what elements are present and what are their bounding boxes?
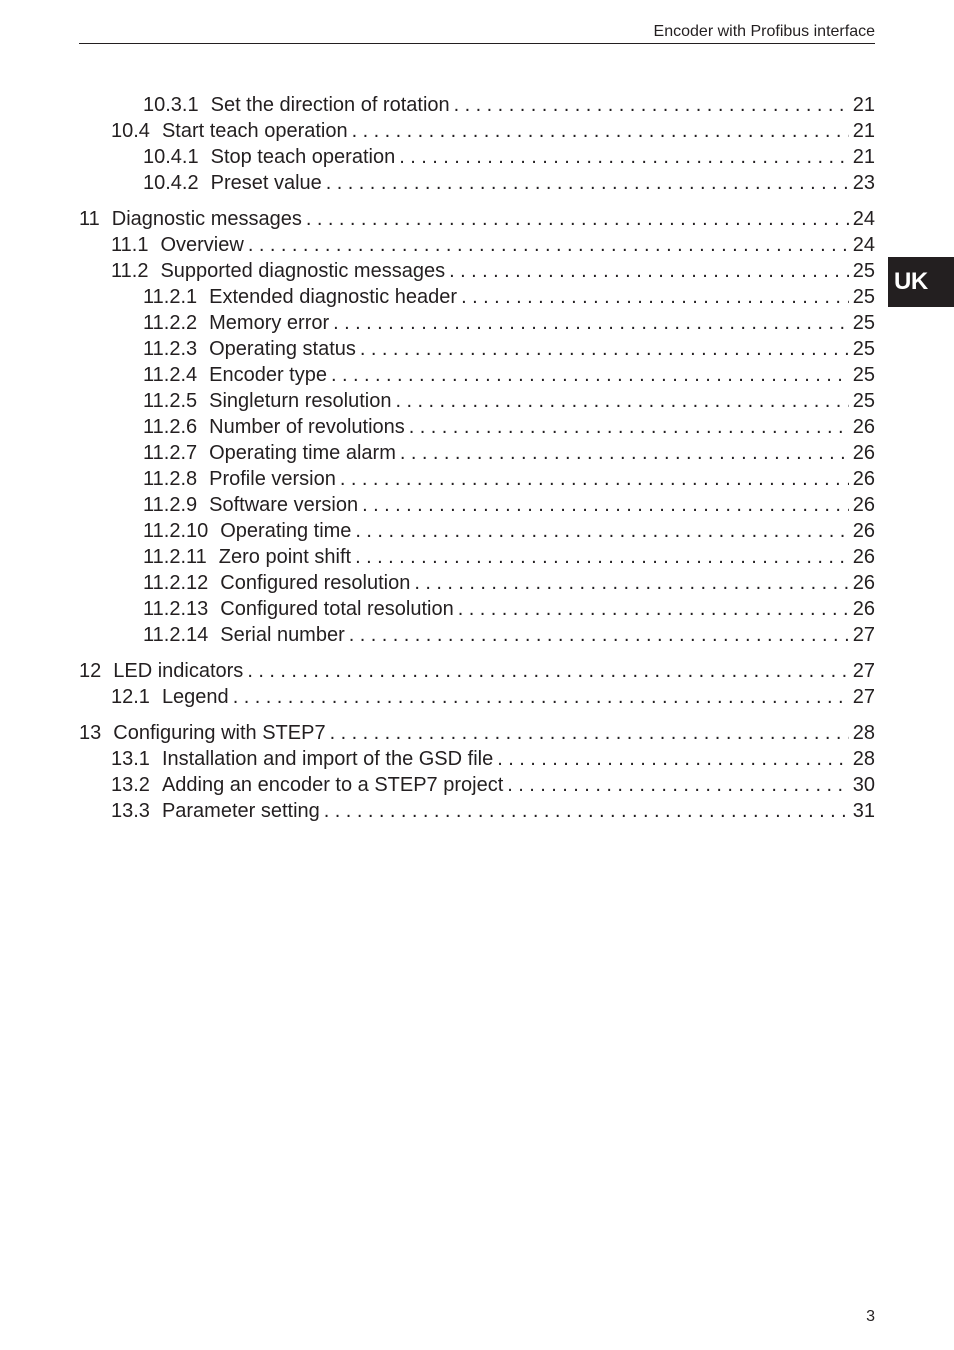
toc-entry-title: Zero point shift (218, 546, 352, 568)
toc-entry-number: 10.4 (111, 120, 150, 142)
toc-entry-page: 26 (852, 572, 875, 594)
toc-entry-title: LED indicators (113, 660, 244, 682)
toc-entry-number: 11.2.3 (143, 338, 198, 360)
document-title: Encoder with Profibus interface (653, 23, 875, 40)
toc-entry-number: 13.1 (111, 748, 150, 770)
toc-entry-page: 26 (852, 416, 875, 438)
toc-entry-number: 11.2.11 (143, 546, 207, 568)
toc-leader-dots (503, 772, 848, 798)
toc-entry-page: 30 (852, 774, 875, 796)
toc-entry-page: 23 (852, 172, 875, 194)
toc-entry-page: 21 (852, 94, 875, 116)
toc-entry-page: 26 (852, 494, 875, 516)
toc-leader-dots (320, 798, 849, 824)
toc-entry-title: Memory error (209, 312, 330, 334)
language-tab: UK (888, 257, 954, 307)
toc-leader-dots (405, 414, 849, 440)
toc-entry-number: 10.4.2 (143, 172, 199, 194)
toc-leader-dots (356, 336, 849, 362)
toc-entry-title: Configured total resolution (220, 598, 454, 620)
toc-entry-page: 28 (852, 722, 875, 744)
toc-entry-page: 25 (852, 286, 875, 308)
toc-entry[interactable] (143, 388, 875, 414)
toc-entry-page: 26 (852, 546, 875, 568)
toc-leader-dots (351, 544, 849, 570)
toc-entry-page: 24 (852, 208, 875, 230)
page-number: 3 (866, 1308, 875, 1325)
toc-entry[interactable] (143, 362, 875, 388)
toc-leader-dots (348, 118, 849, 144)
toc-leader-dots (391, 388, 848, 414)
toc-entry-title: Serial number (220, 624, 345, 646)
toc-entry[interactable] (143, 596, 875, 622)
toc-entry-title: Operating status (209, 338, 356, 360)
toc-entry-number: 11.2.7 (143, 442, 198, 464)
toc-entry-title: Extended diagnostic header (209, 286, 458, 308)
toc-leader-dots (358, 492, 849, 518)
toc-entry[interactable] (111, 684, 875, 710)
toc-entry-title: Operating time (220, 520, 352, 542)
toc-leader-dots (243, 658, 848, 684)
toc-entry[interactable] (143, 570, 875, 596)
toc-entry-page: 25 (852, 312, 875, 334)
toc-entry-number: 11.2.13 (143, 598, 209, 620)
toc-entry-number: 11.2.6 (143, 416, 198, 438)
toc-entry-title: Number of revolutions (209, 416, 405, 438)
toc-entry[interactable] (143, 466, 875, 492)
toc-entry-number: 13 (79, 722, 102, 744)
toc-entry[interactable] (143, 544, 875, 570)
toc-entry-number: 11.1 (111, 234, 149, 256)
toc-entry-number: 11.2.4 (143, 364, 198, 386)
toc-entry-page: 26 (852, 442, 875, 464)
toc-entry-number: 11.2.14 (143, 624, 209, 646)
toc-entry-number: 11.2.8 (143, 468, 198, 490)
toc-leader-dots (351, 518, 848, 544)
toc-entry[interactable] (143, 518, 875, 544)
toc-entry-page: 27 (852, 660, 875, 682)
toc-entry-number: 11.2.10 (143, 520, 209, 542)
toc-entry-title: Start teach operation (161, 120, 348, 142)
toc-leader-dots (445, 258, 849, 284)
toc-entry-title: Supported diagnostic messages (160, 260, 446, 282)
toc-leader-dots (327, 362, 849, 388)
toc-leader-dots (454, 596, 849, 622)
toc-entry-title: Configured resolution (220, 572, 411, 594)
toc-entry-number: 11.2.12 (143, 572, 209, 594)
toc-entry-number: 11.2.2 (143, 312, 198, 334)
toc-entry-number: 10.3.1 (143, 94, 199, 116)
toc-leader-dots (244, 232, 849, 258)
toc-entry-title: Legend (161, 686, 229, 708)
toc-entry-number: 12 (79, 660, 102, 682)
toc-entry-number: 11 (79, 208, 100, 230)
toc-leader-dots (396, 440, 849, 466)
toc-entry[interactable] (79, 658, 875, 684)
toc-entry-title: Stop teach operation (210, 146, 396, 168)
toc-entry-number: 12.1 (111, 686, 150, 708)
toc-entry-page: 25 (852, 260, 875, 282)
toc-entry[interactable] (79, 206, 875, 232)
toc-leader-dots (229, 684, 849, 710)
toc-entry[interactable] (143, 622, 875, 648)
toc-entry[interactable] (143, 414, 875, 440)
toc-entry-number: 11.2 (111, 260, 149, 282)
toc-entry-page: 21 (852, 146, 875, 168)
toc-entry-page: 26 (852, 598, 875, 620)
toc-entry-number: 11.2.9 (143, 494, 198, 516)
toc-leader-dots (493, 746, 849, 772)
toc-leader-dots (329, 310, 849, 336)
toc-entry-title: Singleturn resolution (209, 390, 392, 412)
toc-entry[interactable] (143, 144, 875, 170)
toc-leader-dots (302, 206, 849, 232)
toc-entry-title: Preset value (210, 172, 322, 194)
toc-entry-title: Software version (209, 494, 359, 516)
toc-entry[interactable] (143, 92, 875, 118)
toc-entry-page: 28 (852, 748, 875, 770)
toc-entry-number: 13.2 (111, 774, 150, 796)
toc-entry[interactable] (111, 118, 875, 144)
toc-entry-title: Diagnostic messages (111, 208, 302, 230)
toc-entry-title: Profile version (209, 468, 336, 490)
toc-entry-title: Set the direction of rotation (210, 94, 450, 116)
toc-entry[interactable] (111, 232, 875, 258)
toc-leader-dots (450, 92, 849, 118)
toc-entry[interactable] (79, 720, 875, 746)
toc-entry[interactable] (111, 746, 875, 772)
toc-entry[interactable] (111, 798, 875, 824)
toc-leader-dots (395, 144, 849, 170)
toc-entry-number: 10.4.1 (143, 146, 199, 168)
toc-leader-dots (336, 466, 849, 492)
toc-entry[interactable] (143, 492, 875, 518)
toc-leader-dots (322, 170, 849, 196)
toc-entry-page: 31 (852, 800, 875, 822)
toc-entry[interactable] (143, 170, 875, 196)
toc-leader-dots (345, 622, 849, 648)
toc-entry-page: 25 (852, 390, 875, 412)
toc-leader-dots (457, 284, 849, 310)
toc-entry-number: 11.2.1 (143, 286, 198, 308)
toc-entry[interactable] (111, 772, 875, 798)
toc-entry-title: Parameter setting (161, 800, 320, 822)
toc-leader-dots (410, 570, 848, 596)
toc-entry[interactable] (111, 258, 875, 284)
toc-leader-dots (326, 720, 849, 746)
toc-entry-page: 25 (852, 338, 875, 360)
toc-entry-page: 27 (852, 686, 875, 708)
toc-entry-title: Encoder type (209, 364, 327, 386)
toc-entry-page: 26 (852, 468, 875, 490)
toc-entry-number: 11.2.5 (143, 390, 198, 412)
toc-entry-title: Operating time alarm (209, 442, 396, 464)
toc-entry-number: 13.3 (111, 800, 150, 822)
toc-entry-page: 26 (852, 520, 875, 542)
toc-entry-title: Installation and import of the GSD file (161, 748, 494, 770)
toc-entry[interactable] (143, 336, 875, 362)
toc-entry[interactable] (143, 284, 875, 310)
toc-entry-page: 24 (852, 234, 875, 256)
toc-entry-page: 21 (852, 120, 875, 142)
toc-entry-title: Adding an encoder to a STEP7 project (161, 774, 504, 796)
toc-entry-title: Configuring with STEP7 (113, 722, 326, 744)
toc-entry[interactable] (143, 310, 875, 336)
toc-entry[interactable] (143, 440, 875, 466)
toc-entry-page: 27 (852, 624, 875, 646)
toc-entry-page: 25 (852, 364, 875, 386)
toc-entry-title: Overview (160, 234, 244, 256)
